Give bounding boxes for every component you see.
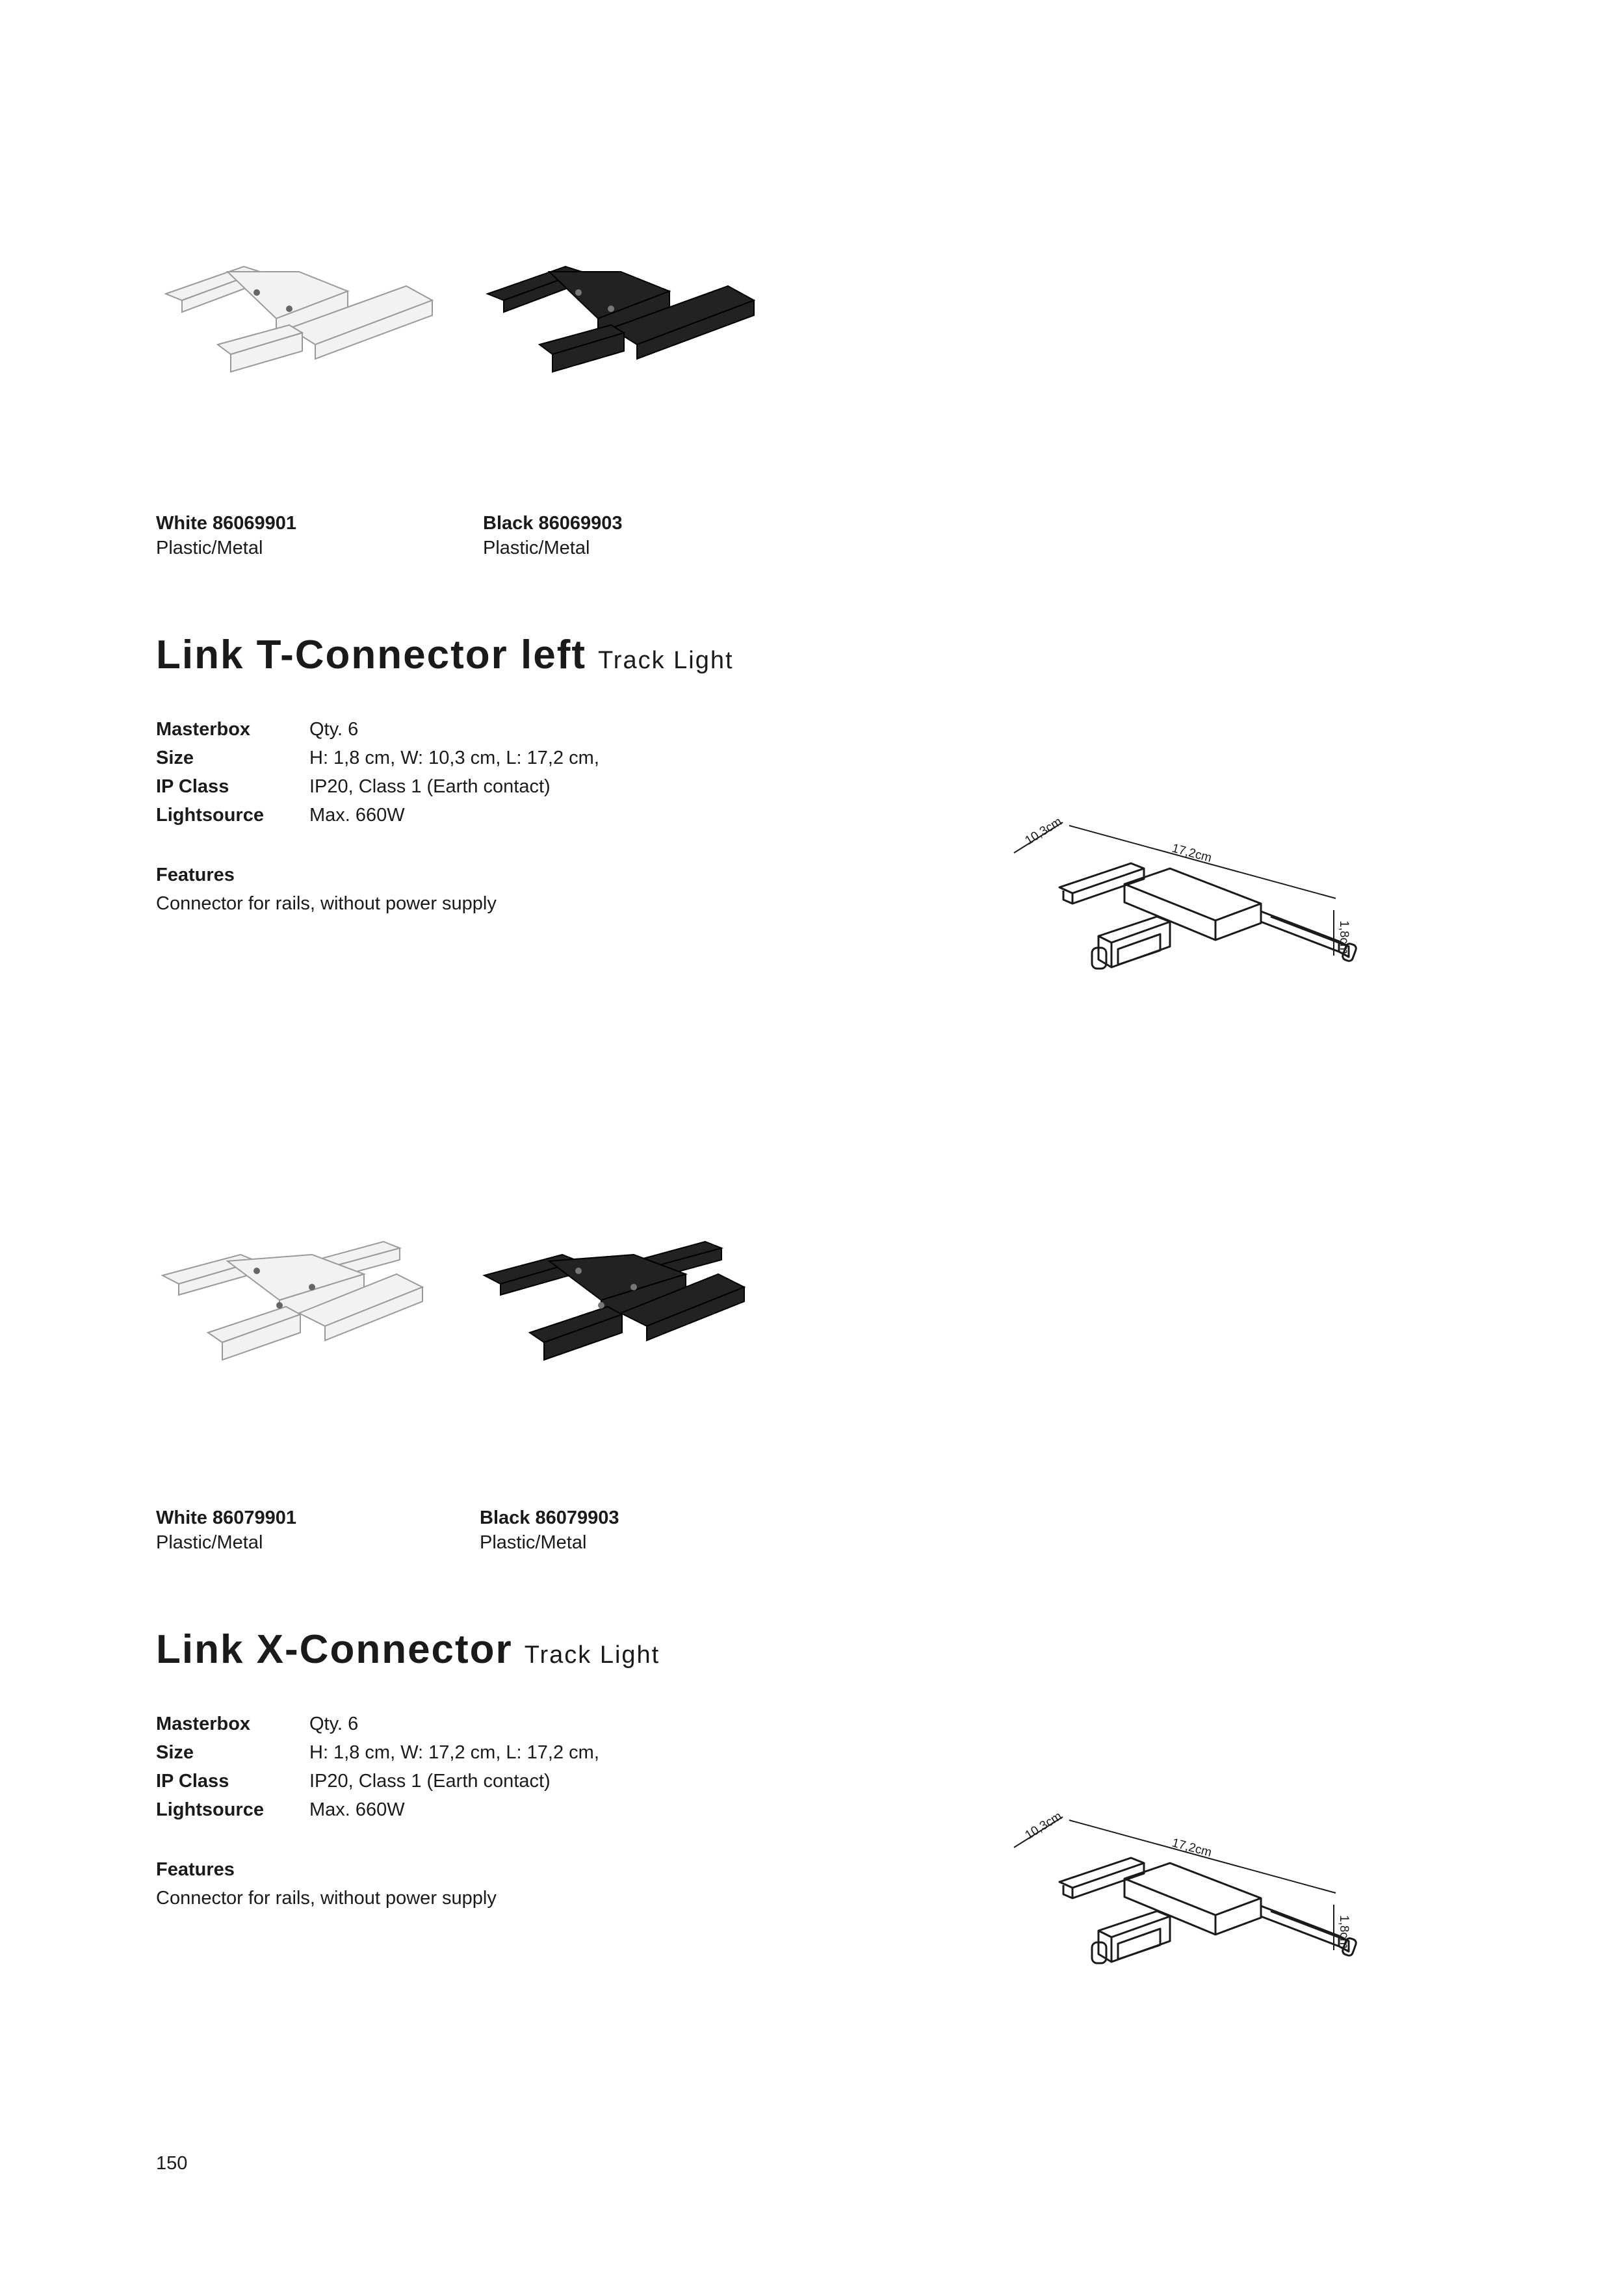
variant-name: White 86069901 — [156, 513, 297, 534]
dimension-label-height: 1,8cm — [1337, 920, 1351, 954]
spec-label: Size — [156, 748, 194, 768]
product-photo-white — [149, 1235, 442, 1385]
variant-black — [480, 1506, 619, 1555]
screw-icon — [630, 1284, 637, 1290]
variant-material: Plastic/Metal — [156, 1532, 263, 1553]
spec-label: Size — [156, 1742, 194, 1763]
dimension-drawing — [975, 800, 1378, 1008]
dimension-label-length: 17,2cm — [1170, 841, 1214, 865]
screw-icon — [598, 1302, 604, 1309]
spec-value: IP20, Class 1 (Earth contact) — [309, 776, 551, 797]
product-title-main: Link T-Connector left — [156, 633, 586, 677]
features-label: Features — [156, 865, 235, 885]
product-title — [156, 632, 734, 678]
variant-material: Plastic/Metal — [483, 538, 590, 558]
screw-icon — [276, 1302, 283, 1309]
variant-name: Black 86079903 — [480, 1507, 619, 1528]
spec-value: H: 1,8 cm, W: 17,2 cm, L: 17,2 cm, — [309, 1742, 599, 1763]
spec-label: Lightsource — [156, 805, 264, 826]
variant-black — [483, 511, 622, 560]
spec-table — [156, 716, 676, 833]
screw-icon — [608, 306, 614, 312]
screw-icon — [575, 289, 582, 296]
dimension-label-width: 10,3cm — [1022, 1809, 1065, 1843]
spec-label: IP Class — [156, 776, 229, 797]
dimension-label-height: 1,8cm — [1337, 1915, 1351, 1949]
page-number: 150 — [156, 2153, 188, 2174]
product-title-sub: Track Light — [524, 1641, 660, 1669]
variant-name: White 86079901 — [156, 1507, 297, 1528]
dimension-label-width: 10,3cm — [1022, 815, 1065, 848]
spec-table — [156, 1711, 676, 1828]
features-label: Features — [156, 1859, 235, 1880]
spec-label: Masterbox — [156, 719, 251, 740]
product-title-sub: Track Light — [598, 647, 734, 674]
product-title — [156, 1626, 660, 1673]
screw-icon — [286, 306, 292, 312]
dimension-label-length: 17,2cm — [1170, 1836, 1214, 1860]
product-photo-black — [471, 1235, 764, 1385]
product-title-main: Link X-Connector — [156, 1627, 513, 1672]
variant-white — [156, 1506, 296, 1555]
variant-name: Black 86069903 — [483, 513, 623, 534]
spec-label: Lightsource — [156, 1799, 264, 1820]
features-text: Connector for rails, without power supply — [156, 893, 497, 914]
product-photo-white — [153, 254, 445, 403]
spec-value: Qty. 6 — [309, 1714, 359, 1734]
screw-icon — [309, 1284, 315, 1290]
spec-value: IP20, Class 1 (Earth contact) — [309, 1771, 551, 1792]
spec-value: Qty. 6 — [309, 719, 359, 740]
product-photo-black — [474, 254, 767, 403]
variant-material: Plastic/Metal — [156, 538, 263, 558]
screw-icon — [575, 1268, 582, 1274]
dimension-drawing — [975, 1794, 1378, 2002]
variant-white — [156, 511, 296, 560]
features-text: Connector for rails, without power supply — [156, 1888, 497, 1909]
spec-value: H: 1,8 cm, W: 10,3 cm, L: 17,2 cm, — [309, 748, 599, 768]
variant-material: Plastic/Metal — [480, 1532, 587, 1553]
spec-value: Max. 660W — [309, 1799, 405, 1820]
screw-icon — [253, 289, 260, 296]
spec-value: Max. 660W — [309, 805, 405, 826]
spec-label: Masterbox — [156, 1714, 251, 1734]
spec-label: IP Class — [156, 1771, 229, 1792]
screw-icon — [253, 1268, 260, 1274]
